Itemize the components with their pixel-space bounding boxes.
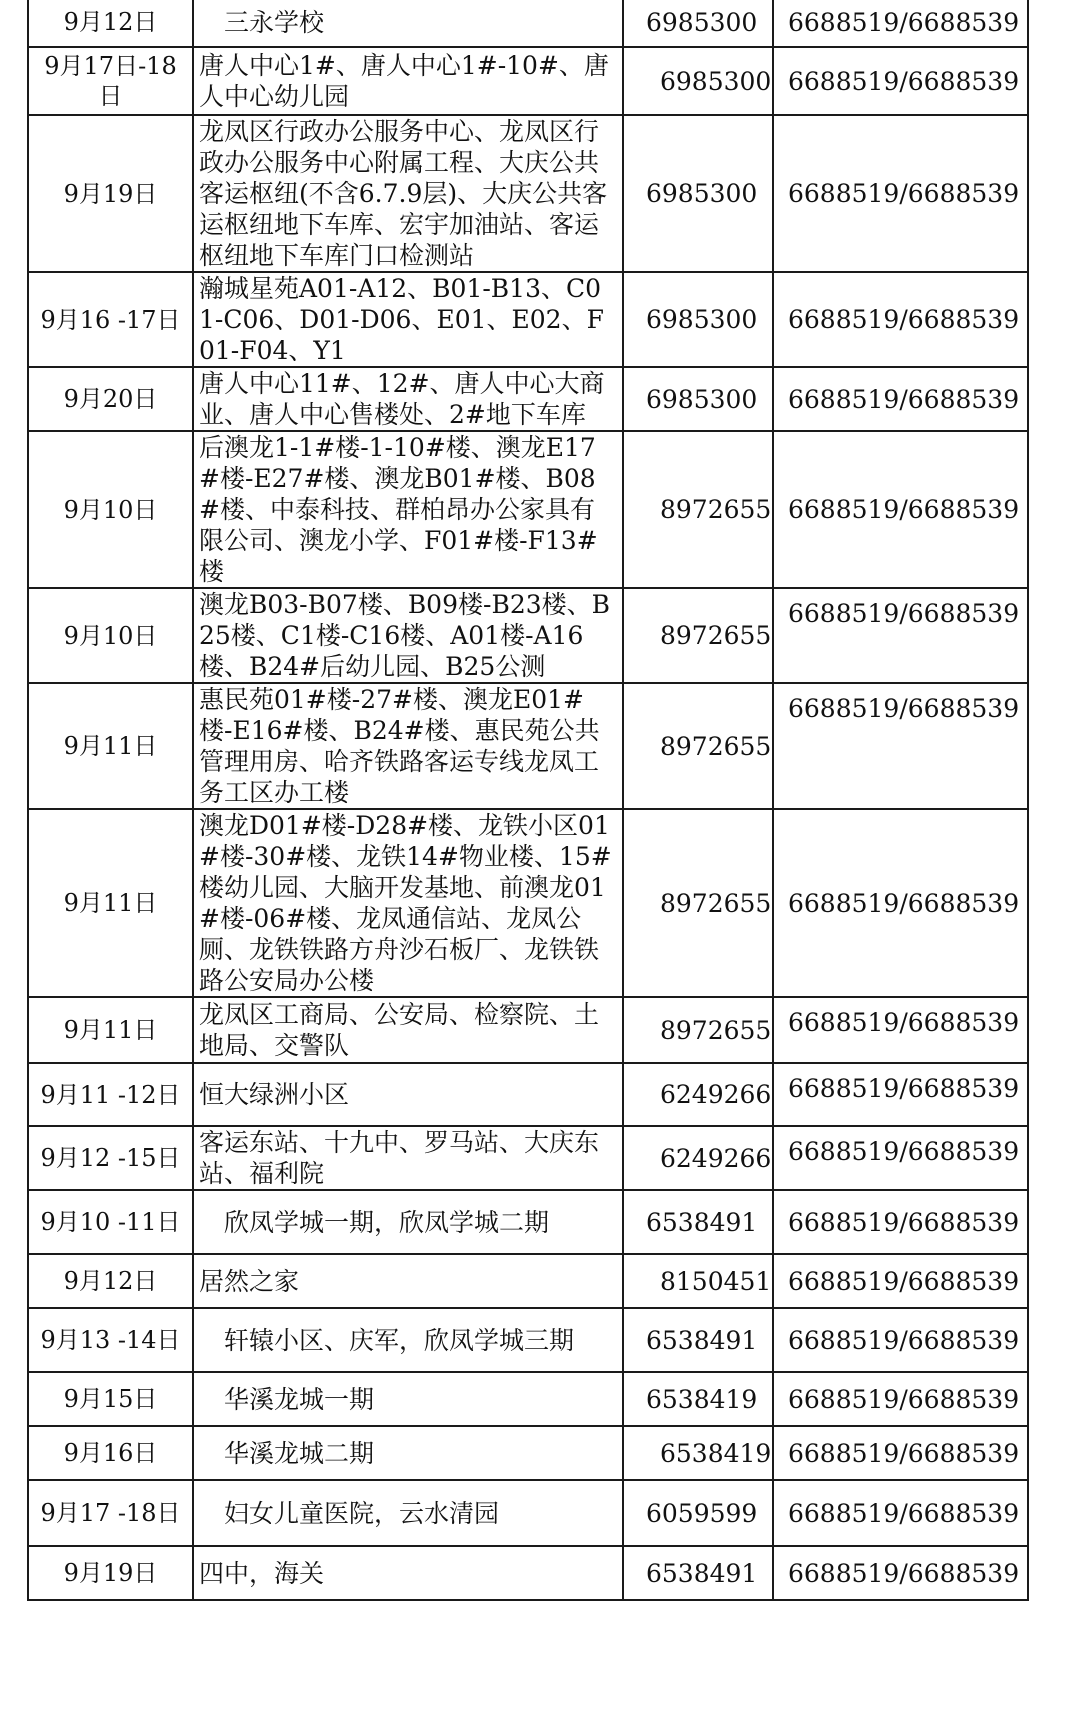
location-cell: 四中，海关 [193,1546,623,1600]
phone-cell: 8972655 [623,431,773,588]
date-cell: 9月13 -14日 [28,1308,193,1372]
date-cell: 9月12日 [28,1254,193,1308]
table-row [28,115,1028,272]
hotline-cell: 6688519/6688539 [773,683,1028,809]
location-cell: 妇女儿童医院，云水清园 [193,1480,623,1546]
date-cell: 9月16日 [28,1426,193,1480]
location-cell: 华溪龙城二期 [193,1426,623,1480]
phone-cell: 6538491 [623,1190,773,1254]
hotline-cell: 6688519/6688539 [773,0,1028,47]
schedule-table [27,0,1029,1601]
location-cell: 唐人中心1#、唐人中心1#-10#、唐人中心幼儿园 [193,47,623,115]
phone-cell: 8972655 [623,997,773,1063]
table-row [28,1254,1028,1308]
location-cell: 三永学校 [193,0,623,47]
date-cell: 9月11日 [28,683,193,809]
table-row [28,1480,1028,1546]
table-row [28,997,1028,1063]
phone-cell: 6538491 [623,1546,773,1600]
table-row [28,809,1028,997]
date-cell: 9月11 -12日 [28,1063,193,1126]
date-cell: 9月15日 [28,1372,193,1426]
table-row [28,1190,1028,1254]
table-row [28,1546,1028,1600]
table-row [28,47,1028,115]
phone-cell: 6985300 [623,0,773,47]
table-row [28,1126,1028,1190]
phone-cell: 6059599 [623,1480,773,1546]
hotline-cell: 6688519/6688539 [773,588,1028,683]
hotline-cell: 6688519/6688539 [773,1372,1028,1426]
table-row [28,1308,1028,1372]
hotline-cell: 6688519/6688539 [773,1254,1028,1308]
location-cell: 轩辕小区、庆军，欣凤学城三期 [193,1308,623,1372]
hotline-cell: 6688519/6688539 [773,1063,1028,1126]
date-cell: 9月10日 [28,588,193,683]
hotline-cell: 6688519/6688539 [773,809,1028,997]
location-cell: 恒大绿洲小区 [193,1063,623,1126]
hotline-cell: 6688519/6688539 [773,1190,1028,1254]
location-cell: 澳龙B03-B07楼、B09楼-B23楼、B25楼、C1楼-C16楼、A01楼-A16楼、B24#后幼儿园、B25公测 [193,588,623,683]
date-cell: 9月12日 [28,0,193,47]
hotline-cell: 6688519/6688539 [773,1480,1028,1546]
phone-cell: 8150451 [623,1254,773,1308]
location-cell: 惠民苑01#楼-27#楼、澳龙E01#楼-E16#楼、B24#楼、惠民苑公共管理用房、哈齐铁路客运专线龙凤工务工区办工楼 [193,683,623,809]
hotline-cell: 6688519/6688539 [773,997,1028,1063]
phone-cell: 6985300 [623,115,773,272]
location-cell: 居然之家 [193,1254,623,1308]
date-cell: 9月11日 [28,809,193,997]
hotline-cell: 6688519/6688539 [773,115,1028,272]
phone-cell: 8972655 [623,683,773,809]
phone-cell: 6538491 [623,1308,773,1372]
location-cell: 唐人中心11#、12#、唐人中心大商业、唐人中心售楼处、2#地下车库 [193,367,623,431]
date-cell: 9月17日-18日 [28,47,193,115]
hotline-cell: 6688519/6688539 [773,1426,1028,1480]
table-row [28,272,1028,367]
date-cell: 9月10 -11日 [28,1190,193,1254]
hotline-cell: 6688519/6688539 [773,272,1028,367]
location-cell: 龙凤区行政办公服务中心、龙凤区行政办公服务中心附属工程、大庆公共客运枢纽(不含6.7.9层)、大庆公共客运枢纽地下车库、宏宇加油站、客运枢纽地下车库门口检测站 [193,115,623,272]
table-row [28,1426,1028,1480]
phone-cell: 6985300 [623,367,773,431]
hotline-cell: 6688519/6688539 [773,431,1028,588]
date-cell: 9月20日 [28,367,193,431]
phone-cell: 6985300 [623,272,773,367]
phone-cell: 8972655 [623,588,773,683]
hotline-cell: 6688519/6688539 [773,367,1028,431]
location-cell: 龙凤区工商局、公安局、检察院、土地局、交警队 [193,997,623,1063]
phone-cell: 6985300 [623,47,773,115]
location-cell: 华溪龙城一期 [193,1372,623,1426]
phone-cell: 6249266 [623,1063,773,1126]
date-cell: 9月11日 [28,997,193,1063]
table-row [28,0,1028,47]
location-cell: 后澳龙1-1#楼-1-10#楼、澳龙E17#楼-E27#楼、澳龙B01#楼、B08#楼、中泰科技、群柏昂办公家具有限公司、澳龙小学、F01#楼-F13#楼 [193,431,623,588]
hotline-cell: 6688519/6688539 [773,47,1028,115]
phone-cell: 6249266 [623,1126,773,1190]
table-row [28,1372,1028,1426]
location-cell: 客运东站、十九中、罗马站、大庆东站、福利院 [193,1126,623,1190]
phone-cell: 6538419 [623,1426,773,1480]
phone-cell: 6538419 [623,1372,773,1426]
location-cell: 瀚城星苑A01-A12、B01-B13、C01-C06、D01-D06、E01、E02、F01-F04、Y1 [193,272,623,367]
date-cell: 9月16 -17日 [28,272,193,367]
hotline-cell: 6688519/6688539 [773,1126,1028,1190]
table-row [28,431,1028,588]
date-cell: 9月10日 [28,431,193,588]
date-cell: 9月19日 [28,1546,193,1600]
table-row [28,367,1028,431]
table-row [28,1063,1028,1126]
location-cell: 澳龙D01#楼-D28#楼、龙铁小区01#楼-30#楼、龙铁14#物业楼、15#楼幼儿园、大脑开发基地、前澳龙01#楼-06#楼、龙凤通信站、龙凤公厕、龙铁铁路方舟沙石板厂、龙铁铁路公安局办公楼 [193,809,623,997]
table-row [28,683,1028,809]
location-cell: 欣凤学城一期，欣凤学城二期 [193,1190,623,1254]
date-cell: 9月12 -15日 [28,1126,193,1190]
hotline-cell: 6688519/6688539 [773,1308,1028,1372]
table-row [28,588,1028,683]
date-cell: 9月19日 [28,115,193,272]
hotline-cell: 6688519/6688539 [773,1546,1028,1600]
date-cell: 9月17 -18日 [28,1480,193,1546]
phone-cell: 8972655 [623,809,773,997]
